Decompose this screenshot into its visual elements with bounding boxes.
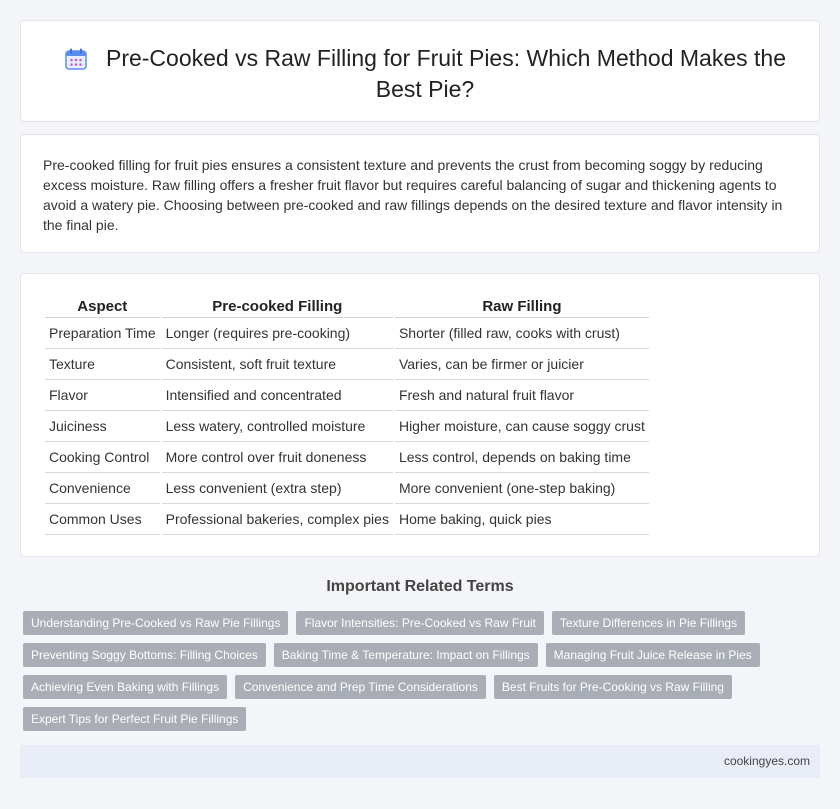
related-term-tag[interactable]: Understanding Pre-Cooked vs Raw Pie Fillings [23,611,288,635]
table-cell: Varies, can be firmer or juicier [395,349,649,380]
table-cell: Flavor [45,380,160,411]
header-raw: Raw Filling [395,298,649,318]
calendar-icon [64,47,88,71]
table-cell: Consistent, soft fruit texture [162,349,393,380]
related-term-tag[interactable]: Managing Fruit Juice Release in Pies [546,643,760,667]
table-row [45,349,649,380]
related-term-tag[interactable]: Texture Differences in Pie Fillings [552,611,745,635]
related-terms-title: Important Related Terms [326,578,514,595]
related-term-tag[interactable]: Best Fruits for Pre-Cooking vs Raw Filling [494,675,732,699]
table-row [45,473,649,504]
table-cell: Juiciness [45,411,160,442]
table-cell: Fresh and natural fruit flavor [395,380,649,411]
related-term-tag[interactable]: Baking Time & Temperature: Impact on Fillings [274,643,538,667]
table-row [45,411,649,442]
intro-card [20,134,820,253]
header-card [20,20,820,122]
comparison-card [20,273,820,557]
table-cell: Less watery, controlled moisture [162,411,393,442]
table-cell: More convenient (one-step baking) [395,473,649,504]
table-cell: Less control, depends on baking time [395,442,649,473]
table-row [45,380,649,411]
related-terms-tags [23,611,823,731]
header-pre-cooked: Pre-cooked Filling [162,298,393,318]
table-cell: Higher moisture, can cause soggy crust [395,411,649,442]
table-cell: More control over fruit doneness [162,442,393,473]
header-aspect: Aspect [45,298,160,318]
table-cell: Professional bakeries, complex pies [162,504,393,535]
table-row [45,442,649,473]
table-cell: Preparation Time [45,318,160,349]
table-row [45,318,649,349]
page-title: Pre-Cooked vs Raw Filling for Fruit Pies: Which Method Makes the Best Pie? [105,45,787,102]
table-cell: Cooking Control [45,442,160,473]
table-header-row [45,298,649,318]
related-term-tag[interactable]: Convenience and Prep Time Considerations [235,675,486,699]
intro-paragraph: Pre-cooked filling for fruit pies ensures a consistent texture and prevents the crust from becoming soggy by reducing excess moisture. Raw filling offers a fresher fruit flavor but requires careful balancing of sugar and thickening agents to avoid a watery pie. Choosing between pre-cooked and raw fillings depends on the desired texture and flavor intensity in the final pie. [43,157,783,233]
comparison-table [43,298,651,535]
table-cell: Home baking, quick pies [395,504,649,535]
related-term-tag[interactable]: Achieving Even Baking with Fillings [23,675,227,699]
footer-site-link[interactable]: cookingyes.com [723,754,810,768]
title-wrap [51,43,799,105]
related-term-tag[interactable]: Preventing Soggy Bottoms: Filling Choices [23,643,266,667]
table-cell: Convenience [45,473,160,504]
table-cell: Longer (requires pre-cooking) [162,318,393,349]
table-cell: Less convenient (extra step) [162,473,393,504]
table-cell: Shorter (filled raw, cooks with crust) [395,318,649,349]
footer [20,745,820,778]
table-cell: Common Uses [45,504,160,535]
related-term-tag[interactable]: Flavor Intensities: Pre-Cooked vs Raw Fruit [296,611,543,635]
table-row [45,504,649,535]
table-cell: Texture [45,349,160,380]
table-cell: Intensified and concentrated [162,380,393,411]
related-term-tag[interactable]: Expert Tips for Perfect Fruit Pie Fillings [23,707,246,731]
